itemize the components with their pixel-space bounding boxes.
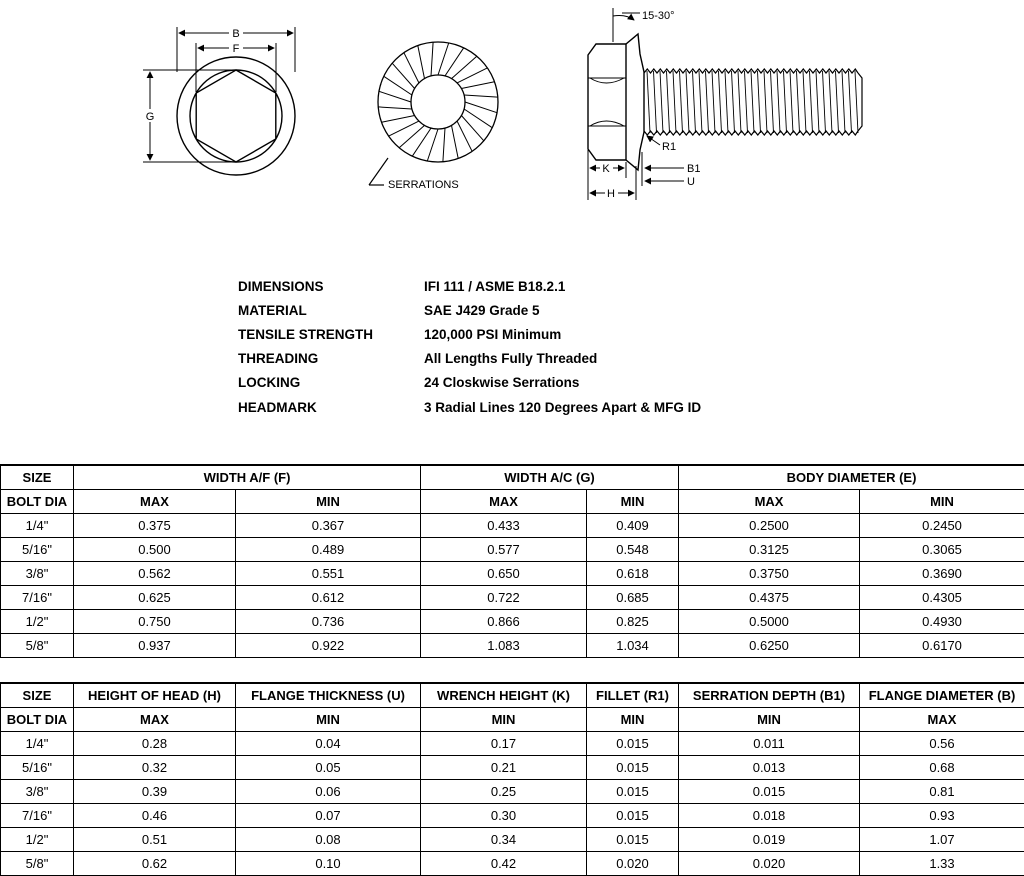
table-cell: 0.05 <box>236 756 421 780</box>
table-cell: 0.489 <box>236 538 421 562</box>
thread-line <box>738 71 741 133</box>
table-row <box>1 538 1024 562</box>
table-cell: 1.034 <box>587 634 679 658</box>
table1-group-header: SIZE <box>1 465 74 490</box>
thread-line <box>790 71 793 133</box>
table2-subheader: MAX <box>74 708 236 732</box>
table-cell: 0.015 <box>587 828 679 852</box>
thread-line <box>823 71 826 133</box>
table-cell: 0.922 <box>236 634 421 658</box>
angle-label: 15-30° <box>642 10 675 22</box>
side-view <box>588 8 862 200</box>
thread-line <box>699 71 702 133</box>
table-cell: 0.3690 <box>860 562 1024 586</box>
spec-label: HEADMARK <box>238 400 424 415</box>
k-label: K <box>602 163 610 175</box>
table-cell: 0.07 <box>236 804 421 828</box>
dim-label-g: G <box>146 111 155 123</box>
thread-line <box>660 71 663 133</box>
h-label: H <box>607 188 615 200</box>
table-cell: 0.51 <box>74 828 236 852</box>
serration-inner-circle <box>411 75 465 129</box>
table1-subheader: MIN <box>860 490 1024 514</box>
table-cell: 0.551 <box>236 562 421 586</box>
r1-label: R1 <box>662 141 676 153</box>
table-cell: 0.685 <box>587 586 679 610</box>
table-cell: 1/2" <box>1 828 74 852</box>
thread-line <box>686 71 689 133</box>
thread-line <box>732 71 735 133</box>
table-row <box>1 732 1024 756</box>
table2-header: HEIGHT OF HEAD (H) <box>74 683 236 708</box>
table-cell: 0.625 <box>74 586 236 610</box>
thread-line <box>719 71 722 133</box>
table-cell: 0.25 <box>421 780 587 804</box>
table-cell: 0.013 <box>679 756 860 780</box>
table1-group-header: BODY DIAMETER (E) <box>679 465 1024 490</box>
thread-line <box>803 71 806 133</box>
dim-label-b: B <box>232 28 239 40</box>
hex-outline <box>196 70 276 162</box>
table-cell: 0.015 <box>587 804 679 828</box>
u-label: U <box>687 176 695 188</box>
table-cell: 0.10 <box>236 852 421 876</box>
spec-row <box>238 347 798 371</box>
table-cell: 0.548 <box>587 538 679 562</box>
table-cell: 5/8" <box>1 634 74 658</box>
spec-list <box>238 274 798 419</box>
thread-line <box>751 71 754 133</box>
table2-header: FILLET (R1) <box>587 683 679 708</box>
table-cell: 0.866 <box>421 610 587 634</box>
table-cell: 1.07 <box>860 828 1024 852</box>
table2-header-row <box>1 683 1024 708</box>
table2-header: SIZE <box>1 683 74 708</box>
table-cell: 0.93 <box>860 804 1024 828</box>
table2-header: FLANGE DIAMETER (B) <box>860 683 1024 708</box>
table1-subheader-row <box>1 490 1024 514</box>
table-cell: 5/16" <box>1 538 74 562</box>
spec-label: MATERIAL <box>238 303 424 318</box>
serration-line <box>427 129 438 161</box>
table2-subheader: MIN <box>236 708 421 732</box>
table-cell: 0.015 <box>587 780 679 804</box>
table-cell: 0.011 <box>679 732 860 756</box>
table-row <box>1 780 1024 804</box>
table-cell: 0.3750 <box>679 562 860 586</box>
top-view <box>143 27 295 175</box>
thread-lines <box>647 71 858 133</box>
table2-subheader: MIN <box>679 708 860 732</box>
table-cell: 0.32 <box>74 756 236 780</box>
table-row <box>1 586 1024 610</box>
table-cell: 0.736 <box>236 610 421 634</box>
thread-line <box>667 71 670 133</box>
table-row <box>1 756 1024 780</box>
thread-line <box>693 71 696 133</box>
table1-subheader: MIN <box>587 490 679 514</box>
table2-header: SERRATION DEPTH (B1) <box>679 683 860 708</box>
thread-line <box>836 71 839 133</box>
thread-line <box>725 71 728 133</box>
table-cell: 0.39 <box>74 780 236 804</box>
dimension-table-2 <box>0 682 1024 876</box>
table-cell: 1.33 <box>860 852 1024 876</box>
table-cell: 5/16" <box>1 756 74 780</box>
table-cell: 0.4375 <box>679 586 860 610</box>
serration-line <box>445 48 464 76</box>
table1-subheader: MIN <box>236 490 421 514</box>
table1-group-header: WIDTH A/C (G) <box>421 465 679 490</box>
spec-row <box>238 274 798 298</box>
serration-line <box>464 109 492 128</box>
thread-line <box>784 71 787 133</box>
table-row <box>1 852 1024 876</box>
serration-line <box>465 102 497 113</box>
table-row <box>1 828 1024 852</box>
thread-line <box>771 71 774 133</box>
table-cell: 0.6170 <box>860 634 1024 658</box>
table-cell: 0.04 <box>236 732 421 756</box>
spec-value: All Lengths Fully Threaded <box>424 351 798 366</box>
serration-lines <box>378 42 498 162</box>
table-cell: 0.56 <box>860 732 1024 756</box>
serration-line <box>464 95 498 97</box>
flange-outline <box>177 57 295 175</box>
serration-line <box>384 76 412 95</box>
table-cell: 7/16" <box>1 804 74 828</box>
serration-line <box>418 46 425 79</box>
thread-line <box>816 71 819 133</box>
serration-line <box>452 125 459 158</box>
table-cell: 1/2" <box>1 610 74 634</box>
thread-line <box>849 71 852 133</box>
table-cell: 0.750 <box>74 610 236 634</box>
table-cell: 0.6250 <box>679 634 860 658</box>
thread-line <box>855 71 858 133</box>
spec-value: SAE J429 Grade 5 <box>424 303 798 318</box>
spec-row <box>238 322 798 346</box>
thread-line <box>673 71 676 133</box>
dimension-table-1 <box>0 464 1024 658</box>
table-cell: 3/8" <box>1 562 74 586</box>
table-cell: 0.06 <box>236 780 421 804</box>
hex-circumscribed-circle <box>190 70 282 162</box>
serration-line <box>412 128 431 156</box>
serration-line <box>443 128 445 162</box>
table-cell: 0.562 <box>74 562 236 586</box>
table-cell: 0.34 <box>421 828 587 852</box>
flange-profile <box>626 34 644 170</box>
thread-line <box>680 71 683 133</box>
table-cell: 5/8" <box>1 852 74 876</box>
table-cell: 0.81 <box>860 780 1024 804</box>
spec-label: THREADING <box>238 351 424 366</box>
table-cell: 1.083 <box>421 634 587 658</box>
b1-label: B1 <box>687 163 700 175</box>
thread-line <box>764 71 767 133</box>
table-cell: 0.21 <box>421 756 587 780</box>
table-cell: 0.46 <box>74 804 236 828</box>
table2-subheader: MIN <box>587 708 679 732</box>
table-cell: 0.3125 <box>679 538 860 562</box>
table-row <box>1 634 1024 658</box>
thread-line <box>647 71 650 133</box>
table-cell: 0.015 <box>679 780 860 804</box>
thread-line <box>810 71 813 133</box>
serration-line <box>379 91 411 102</box>
table-cell: 0.433 <box>421 514 587 538</box>
serration-outer-circle <box>378 42 498 162</box>
table1-subheader: MAX <box>679 490 860 514</box>
table-row <box>1 610 1024 634</box>
serration-line <box>461 82 494 89</box>
table-cell: 0.42 <box>421 852 587 876</box>
table-cell: 0.367 <box>236 514 421 538</box>
spec-value: IFI 111 / ASME B18.2.1 <box>424 279 798 294</box>
table1-subheader: MAX <box>74 490 236 514</box>
table-cell: 0.17 <box>421 732 587 756</box>
thread-line <box>654 71 657 133</box>
serration-line <box>378 107 412 109</box>
serration-line <box>438 43 449 75</box>
table-cell: 0.409 <box>587 514 679 538</box>
serration-line <box>382 116 415 123</box>
table2-header: FLANGE THICKNESS (U) <box>236 683 421 708</box>
table2-header: WRENCH HEIGHT (K) <box>421 683 587 708</box>
table1-group-header: WIDTH A/F (F) <box>74 465 421 490</box>
spec-row <box>238 298 798 322</box>
table-cell: 3/8" <box>1 780 74 804</box>
spec-value: 3 Radial Lines 120 Degrees Apart & MFG ID <box>424 400 798 415</box>
table-cell: 0.2500 <box>679 514 860 538</box>
table-cell: 0.3065 <box>860 538 1024 562</box>
table2-subheader-row <box>1 708 1024 732</box>
table-cell: 0.937 <box>74 634 236 658</box>
table-cell: 0.722 <box>421 586 587 610</box>
spec-row <box>238 371 798 395</box>
table-cell: 0.30 <box>421 804 587 828</box>
table-cell: 0.68 <box>860 756 1024 780</box>
table-cell: 0.618 <box>587 562 679 586</box>
table-cell: 1/4" <box>1 732 74 756</box>
table-cell: 0.08 <box>236 828 421 852</box>
table-row <box>1 562 1024 586</box>
hex-head-profile <box>588 44 626 160</box>
table-cell: 7/16" <box>1 586 74 610</box>
table-cell: 0.018 <box>679 804 860 828</box>
table-cell: 0.5000 <box>679 610 860 634</box>
table-cell: 0.2450 <box>860 514 1024 538</box>
serration-line <box>431 42 433 76</box>
table2-subheader: MAX <box>860 708 1024 732</box>
spec-label: DIMENSIONS <box>238 279 424 294</box>
table-cell: 0.020 <box>679 852 860 876</box>
thread-line <box>758 71 761 133</box>
spec-value: 24 Closkwise Serrations <box>424 375 798 390</box>
table-cell: 0.62 <box>74 852 236 876</box>
thread-line <box>829 71 832 133</box>
bolt-technical-drawing <box>0 0 1024 210</box>
table-cell: 0.650 <box>421 562 587 586</box>
table2-subheader: BOLT DIA <box>1 708 74 732</box>
thread-line <box>712 71 715 133</box>
spec-label: TENSILE STRENGTH <box>238 327 424 342</box>
serrations-label: SERRATIONS <box>388 179 459 191</box>
table-cell: 0.015 <box>587 732 679 756</box>
table-cell: 0.375 <box>74 514 236 538</box>
thread-line <box>797 71 800 133</box>
table-cell: 0.015 <box>587 756 679 780</box>
spec-label: LOCKING <box>238 375 424 390</box>
thread-line <box>745 71 748 133</box>
table-cell: 0.612 <box>236 586 421 610</box>
thread-line <box>777 71 780 133</box>
table-cell: 0.825 <box>587 610 679 634</box>
table-cell: 0.28 <box>74 732 236 756</box>
table1-subheader: MAX <box>421 490 587 514</box>
table-cell: 0.4305 <box>860 586 1024 610</box>
dim-label-f: F <box>233 43 240 55</box>
table-row <box>1 804 1024 828</box>
table-cell: 0.500 <box>74 538 236 562</box>
spec-row <box>238 395 798 419</box>
table-cell: 0.577 <box>421 538 587 562</box>
serration-view <box>369 42 498 185</box>
table2-subheader: MIN <box>421 708 587 732</box>
table-row <box>1 514 1024 538</box>
table-cell: 0.020 <box>587 852 679 876</box>
thread-line <box>842 71 845 133</box>
table-cell: 0.4930 <box>860 610 1024 634</box>
table-cell: 1/4" <box>1 514 74 538</box>
table-cell: 0.019 <box>679 828 860 852</box>
table1-subheader: BOLT DIA <box>1 490 74 514</box>
table1-group-header-row <box>1 465 1024 490</box>
spec-value: 120,000 PSI Minimum <box>424 327 798 342</box>
thread-line <box>706 71 709 133</box>
